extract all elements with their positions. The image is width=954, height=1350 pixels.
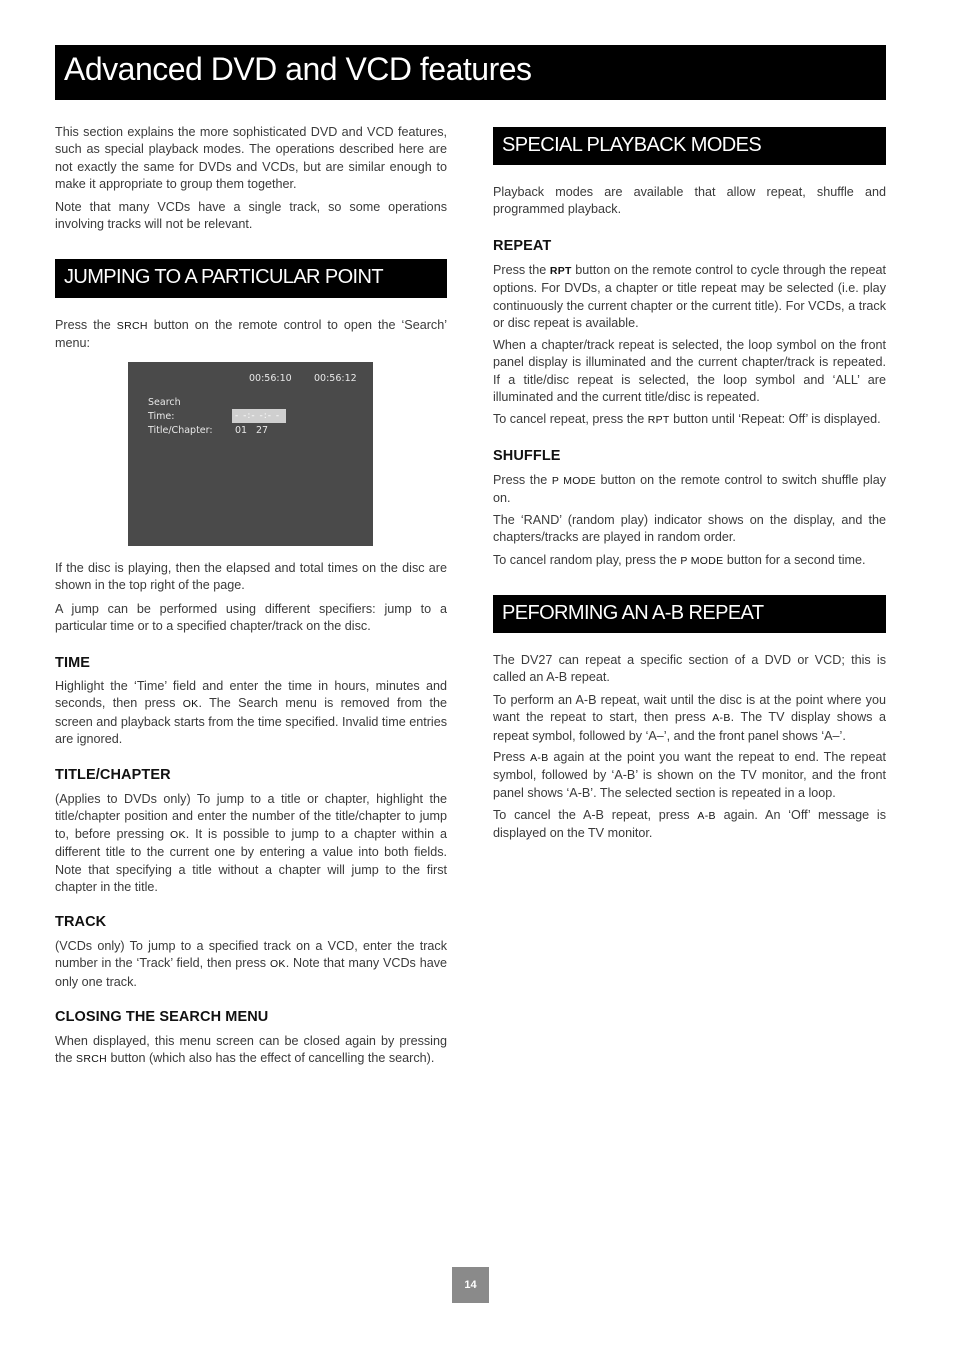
repeat-paragraph-3: To cancel repeat, press the RPT button until ‘Repeat: Off’ is displayed. <box>493 412 881 426</box>
subheading-track: TRACK <box>55 914 107 930</box>
ab-paragraph-1: The DV27 can repeat a specific section of a DVD or VCD; this is called an A-B repeat. <box>493 653 886 685</box>
section-heading-special-playback: SPECIAL PLAYBACK MODES <box>493 127 886 165</box>
section-heading-jumping: JUMPING TO A PARTICULAR POINT <box>55 259 447 298</box>
section-heading-ab-repeat: PEFORMING AN A-B REPEAT <box>493 595 886 633</box>
search-menu-screen <box>128 362 373 546</box>
shuffle-paragraph-3: To cancel random play, press the P MODE button for a second time. <box>493 553 866 567</box>
title-chapter-label: Title/Chapter: <box>148 425 213 436</box>
time-input-field[interactable]: - -:- -:- - <box>232 409 286 423</box>
closing-paragraph: When displayed, this menu screen can be closed again by pressing the SRCH button (which also has the effect of cancelling the search). <box>55 1034 447 1066</box>
subheading-time: TIME <box>55 655 91 671</box>
jumping-paragraph-1: Press the SRCH button on the remote control to open the ‘Search’ menu: <box>55 318 448 351</box>
chapter-field[interactable]: 27 <box>256 425 269 436</box>
time-paragraph: Highlight the ‘Time’ field and enter the time in hours, minutes and seconds, then press OK. The Search menu is removed from the screen and playback starts from the time specified. Invalid time entries are ignored. <box>55 679 447 747</box>
srch-key: SRCH <box>116 320 148 332</box>
repeat-paragraph-1: Press the RPT button on the remote control to cycle through the repeat options. For DVDs, a chapter or title repeat may be selected (i.e. play continuously the current chapter or the current title). For VCDs, a track or disc repeat is available. <box>493 263 886 331</box>
jumping-paragraph-2: If the disc is playing, then the elapsed and total times on the disc are shown in the top right of the page. <box>55 561 447 593</box>
subheading-shuffle: SHUFFLE <box>493 448 561 464</box>
ab-paragraph-3: Press A-B again at the point you want the repeat to end. The repeat symbol, followed by ‘A-B’ is shown on the TV monitor, and the front panel shows ‘A-B’. The selected section is repeated in a loop. <box>493 750 886 800</box>
page-number: 14 <box>452 1267 489 1303</box>
subheading-closing-search: CLOSING THE SEARCH MENU <box>55 1009 269 1025</box>
search-menu-title: Search <box>148 397 181 408</box>
time-label: Time: <box>148 411 175 422</box>
ab-paragraph-4: To cancel the A-B repeat, press A-B again. An ‘Off’ message is displayed on the TV monitor. <box>493 808 886 841</box>
shuffle-paragraph-1: Press the P MODE button on the remote control to switch shuffle play on. <box>493 473 886 506</box>
subheading-title-chapter: TITLE/CHAPTER <box>55 767 171 783</box>
title-chapter-paragraph: (Applies to DVDs only) To jump to a title or chapter, highlight the title/chapter position and enter the number of the title/chapter to jump to, before pressing OK. It is possible to jump to a chapter within a different title to the current one by entering a value into both fields. Note that specifying a title without a chapter will jump to the first chapter in the title. <box>55 792 448 895</box>
track-paragraph: (VCDs only) To jump to a specified track on a VCD, enter the track number in the ‘Track’ field, then press OK. Note that many VCDs have only one track. <box>55 939 448 989</box>
shuffle-paragraph-2: The ‘RAND’ (random play) indicator shows on the display, and the chapters/tracks are played in random order. <box>493 513 886 545</box>
subheading-repeat: REPEAT <box>493 238 552 254</box>
intro-paragraph-1: This section explains the more sophisticated DVD and VCD features, such as special playback modes. The operations described here are not exactly the same for DVDs and VCDs, but are similar enough to make it appropriate to group them together. <box>55 125 447 192</box>
page-title: Advanced DVD and VCD features <box>55 45 886 100</box>
repeat-paragraph-2: When a chapter/track repeat is selected, the loop symbol on the front panel display is illuminated and the current chapter/track is repeated. If a title/disc repeat is selected, the loop symbol and ‘ALL’ are illuminated and the current title/disc is repeated. <box>493 338 886 405</box>
special-paragraph-1: Playback modes are available that allow repeat, shuffle and programmed playback. <box>493 185 886 217</box>
ab-paragraph-2: To perform an A-B repeat, wait until the disc is at the point where you want the repeat to start, then press A-B. The TV display shows a repeat symbol, followed by ‘A–’, and the front panel shows ‘A–’. <box>493 693 886 743</box>
jumping-paragraph-3: A jump can be performed using different specifiers: jump to a particular time or to a specified chapter/track on the disc. <box>55 602 447 634</box>
elapsed-time: 00:56:10 <box>249 373 292 384</box>
intro-paragraph-2: Note that many VCDs have a single track, so some operations involving tracks will not be relevant. <box>55 200 447 232</box>
title-field[interactable]: 01 <box>235 425 248 436</box>
total-time: 00:56:12 <box>314 373 357 384</box>
